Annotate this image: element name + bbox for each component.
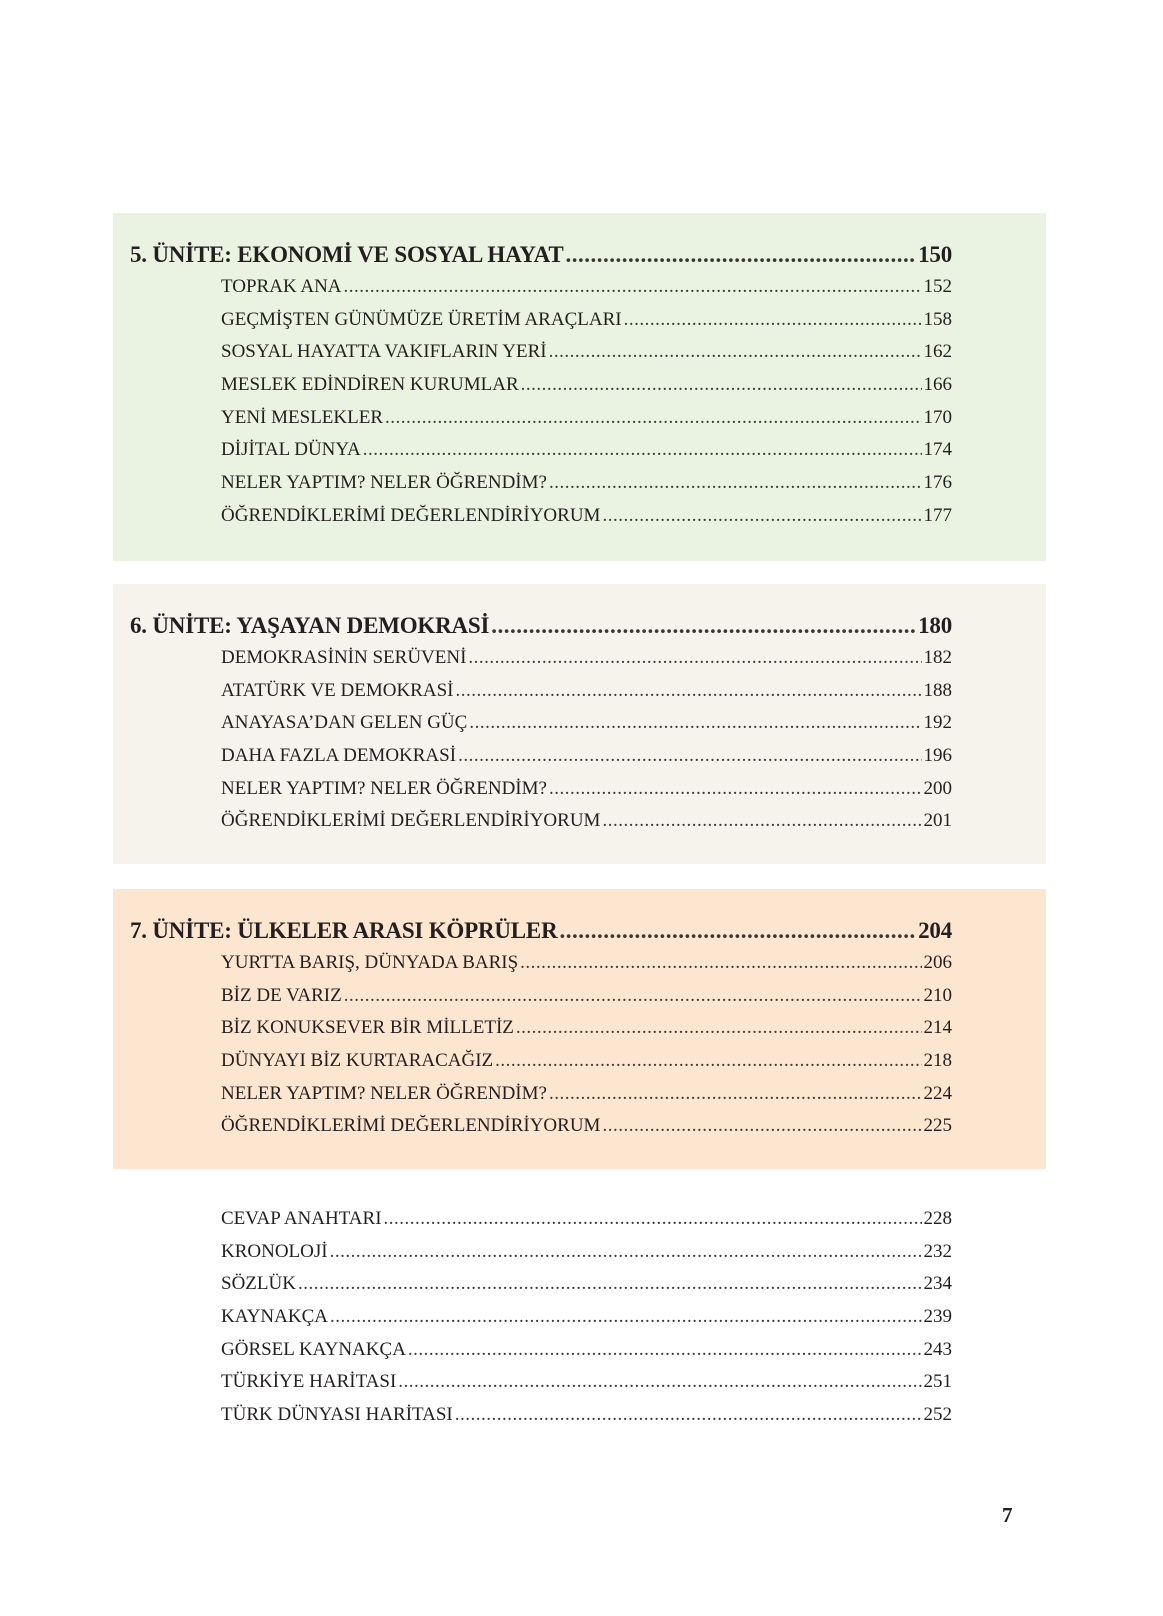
unit-title: 6. ÜNİTE: YAŞAYAN DEMOKRASİ [130, 613, 490, 638]
entry-page: 206 [923, 952, 952, 973]
toc-entry[interactable] [221, 680, 952, 713]
dot-leader [516, 1017, 922, 1039]
entry-title: DAHA FAZLA DEMOKRASİ [221, 745, 457, 767]
entry-page: 251 [923, 1371, 952, 1393]
dot-leader [520, 952, 921, 974]
entry-title: NELER YAPTIM? NELER ÖĞRENDİM? [221, 777, 547, 799]
dot-leader [363, 439, 922, 461]
toc-entry[interactable] [221, 810, 952, 843]
entry-title: SÖZLÜK [221, 1273, 296, 1295]
appendix-entries [221, 1208, 952, 1437]
entry-page: 210 [923, 984, 952, 1006]
dot-leader [549, 341, 922, 363]
dot-leader [344, 985, 922, 1007]
toc-entry[interactable] [221, 309, 952, 342]
entry-title: KAYNAKÇA [221, 1306, 328, 1328]
unit-title: 7. ÜNİTE: ÜLKELER ARASI KÖPRÜLER [130, 918, 558, 943]
entry-page: 243 [923, 1338, 952, 1360]
dot-leader [298, 1273, 922, 1295]
toc-entry[interactable] [221, 439, 952, 472]
entry-title: GEÇMİŞTEN GÜNÜMÜZE ÜRETİM ARAÇLARI [221, 308, 622, 330]
dot-leader [455, 680, 921, 702]
toc-entry[interactable] [221, 341, 952, 374]
entry-title: ATATÜRK VE DEMOKRASİ [221, 679, 454, 701]
entry-title: BİZ DE VARIZ [221, 984, 342, 1006]
entry-page: 196 [923, 745, 952, 767]
dot-leader [549, 778, 922, 800]
dot-leader [384, 1208, 922, 1230]
dot-leader [458, 745, 921, 767]
dot-leader [408, 1339, 922, 1361]
entry-title: CEVAP ANAHTARI [221, 1208, 382, 1229]
dot-leader [491, 613, 916, 639]
entry-title: TÜRKİYE HARİTASI [221, 1371, 397, 1393]
entry-title: TOPRAK ANA [221, 276, 342, 297]
dot-leader [398, 1371, 921, 1393]
entry-page: 174 [923, 439, 952, 461]
dot-leader [455, 1404, 922, 1426]
entry-page: 252 [923, 1404, 952, 1426]
dot-leader [549, 472, 922, 494]
toc-entry[interactable] [221, 1273, 952, 1306]
toc-entry[interactable] [221, 647, 952, 680]
entry-page: 152 [923, 276, 952, 297]
dot-leader [602, 810, 921, 832]
toc-entry[interactable] [221, 1371, 952, 1404]
unit-title: 5. ÜNİTE: EKONOMİ VE SOSYAL HAYAT [130, 242, 564, 267]
toc-entry[interactable] [221, 745, 952, 778]
unit-7-section [113, 889, 1046, 1169]
toc-entry[interactable] [221, 276, 952, 309]
entry-title: SOSYAL HAYATTA VAKIFLARIN YERİ [221, 341, 547, 363]
entry-title: NELER YAPTIM? NELER ÖĞRENDİM? [221, 1082, 547, 1104]
toc-entry[interactable] [221, 1115, 952, 1148]
entry-title: ÖĞRENDİKLERİMİ DEĞERLENDİRİYORUM [221, 504, 601, 526]
dot-leader [469, 712, 921, 734]
dot-leader [385, 407, 921, 429]
dot-leader [549, 1083, 922, 1105]
toc-entry[interactable] [221, 1017, 952, 1050]
entry-title: DİJİTAL DÜNYA [221, 439, 361, 461]
entry-page: 225 [923, 1115, 952, 1137]
dot-leader [559, 918, 916, 944]
toc-entry[interactable] [221, 712, 952, 745]
entry-page: 239 [923, 1306, 952, 1328]
entry-page: 218 [923, 1050, 952, 1072]
dot-leader [330, 1306, 922, 1328]
unit-page-number: 180 [918, 613, 952, 638]
entry-page: 192 [923, 712, 952, 734]
dot-leader [495, 1050, 921, 1072]
entry-title: YURTTA BARIŞ, DÜNYADA BARIŞ [221, 952, 519, 973]
entry-page: 170 [923, 406, 952, 428]
toc-entry[interactable] [221, 952, 952, 985]
dot-leader [468, 647, 921, 669]
dot-leader [330, 1241, 922, 1263]
toc-entry[interactable] [221, 1306, 952, 1339]
toc-entry[interactable] [221, 1208, 952, 1241]
entry-title: ÖĞRENDİKLERİMİ DEĞERLENDİRİYORUM [221, 810, 601, 832]
unit-5-section [113, 213, 1046, 561]
entry-page: 201 [923, 810, 952, 832]
unit-6-entries [221, 647, 952, 843]
unit-6-section [113, 584, 1046, 864]
entry-page: 228 [923, 1208, 952, 1229]
toc-entry[interactable] [221, 985, 952, 1018]
entry-page: 188 [923, 679, 952, 701]
dot-leader [566, 242, 917, 268]
toc-entry[interactable] [221, 505, 952, 538]
entry-title: DEMOKRASİNİN SERÜVENİ [221, 647, 467, 668]
toc-entry[interactable] [221, 1339, 952, 1372]
unit-7-entries [221, 952, 952, 1148]
dot-leader [602, 1115, 921, 1137]
entry-title: NELER YAPTIM? NELER ÖĞRENDİM? [221, 472, 547, 494]
toc-entry[interactable] [221, 1404, 952, 1437]
entry-title: ANAYASA’DAN GELEN GÜÇ [221, 712, 468, 734]
entry-page: 176 [923, 472, 952, 494]
entry-title: YENİ MESLEKLER [221, 406, 384, 428]
entry-title: DÜNYAYI BİZ KURTARACAĞIZ [221, 1050, 494, 1072]
entry-title: ÖĞRENDİKLERİMİ DEĞERLENDİRİYORUM [221, 1115, 601, 1137]
entry-page: 177 [923, 504, 952, 526]
entry-title: MESLEK EDİNDİREN KURUMLAR [221, 374, 519, 396]
toc-entry[interactable] [221, 1050, 952, 1083]
unit-5-entries [221, 276, 952, 538]
entry-page: 162 [923, 341, 952, 363]
entry-title: BİZ KONUKSEVER BİR MİLLETİZ [221, 1017, 514, 1039]
dot-leader [521, 374, 922, 396]
dot-leader [344, 276, 922, 298]
entry-page: 158 [923, 308, 952, 330]
unit-page-number: 204 [918, 918, 952, 943]
entry-page: 166 [923, 374, 952, 396]
unit-6-heading[interactable] [130, 613, 952, 639]
entry-title: GÖRSEL KAYNAKÇA [221, 1338, 406, 1360]
dot-leader [624, 309, 922, 331]
entry-page: 234 [923, 1273, 952, 1295]
unit-5-heading[interactable] [130, 242, 952, 268]
entry-page: 200 [923, 777, 952, 799]
entry-page: 224 [923, 1082, 952, 1104]
entry-title: KRONOLOJİ [221, 1240, 328, 1262]
unit-7-heading[interactable] [130, 918, 952, 944]
toc-entry[interactable] [221, 1241, 952, 1274]
toc-entry[interactable] [221, 374, 952, 407]
entry-page: 214 [923, 1017, 952, 1039]
dot-leader [602, 505, 921, 527]
toc-entry[interactable] [221, 472, 952, 505]
entry-page: 182 [923, 647, 952, 668]
unit-page-number: 150 [918, 242, 952, 267]
entry-title: TÜRK DÜNYASI HARİTASI [221, 1404, 453, 1426]
toc-entry[interactable] [221, 1083, 952, 1116]
entry-page: 232 [923, 1240, 952, 1262]
toc-entry[interactable] [221, 778, 952, 811]
toc-entry[interactable] [221, 407, 952, 440]
page-number: 7 [1002, 1503, 1013, 1527]
